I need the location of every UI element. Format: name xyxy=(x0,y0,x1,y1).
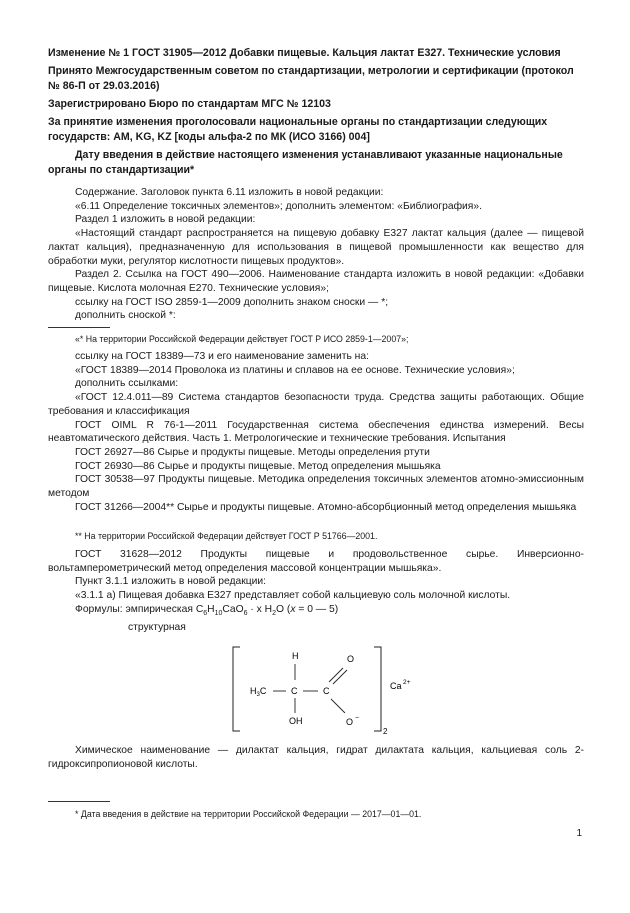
paragraph: Химическое наименование — дилактат кальция, гидрат дилактата кальция, кальциевая соль 2-гидроксипропионовой кислоты. xyxy=(48,745,584,770)
footnote-rule xyxy=(48,327,110,328)
paragraph: «Настоящий стандарт распространяется на пищевую добавку Е327 лактат кальция (далее — пищевой лактат кальция), предназначенную для использования в пищевой промышленности как вещество для обработки муки, регулятор кислотности пищевых продуктов». xyxy=(48,228,584,267)
paragraph: ГОСТ 26930—86 Сырье и продукты пищевые. Метод определения мышьяка xyxy=(75,460,441,472)
amendment-title: Изменение № 1 ГОСТ 31905—2012 Добавки пищевые. Кальция лактат Е327. Технические условия xyxy=(48,47,561,59)
paragraph: ссылку на ГОСТ 18389—73 и его наименование заменить на: xyxy=(75,351,369,362)
chemical-name-block xyxy=(48,744,584,771)
atom-c2: C xyxy=(323,686,330,696)
paragraph: ГОСТ 31266—2004** Сырье и продукты пищевые. Атомно-абсорбционный метод определения мышьяка xyxy=(75,501,577,513)
paragraph: дополнить ссылками: xyxy=(75,378,179,390)
footnote-effective-date: * Дата введения в действие на территории Российской Федерации — 2017—01—01. xyxy=(75,809,422,819)
document-header xyxy=(48,46,588,178)
paragraph: «ГОСТ 18389—2014 Проволока из платины и сплавов на ее основе. Технические условия»; xyxy=(75,364,515,376)
paragraph: дополнить сноской *: xyxy=(75,310,176,322)
paragraph: Раздел 1 изложить в новой редакции: xyxy=(75,214,256,226)
left-bracket xyxy=(233,647,240,731)
atom-o-top: O xyxy=(347,654,355,664)
empirical-formula: Формулы: эмпирическая $C_6H_{10}CaO_6 \cdot x$ $H_2O$ (x = 0 — 5) xyxy=(75,603,339,617)
atom-h3c: $H_3C$ xyxy=(250,686,267,698)
amendment-block-1 xyxy=(48,186,584,323)
amendment-block-2 xyxy=(48,350,584,514)
page-number: 1 xyxy=(576,828,582,839)
paragraph: ссылку на ГОСТ ISO 2859-1—2009 дополнить знаком сноски — *; xyxy=(75,296,389,308)
paragraph: Содержание. Заголовок пункта 6.11 изложить в новой редакции: xyxy=(75,187,384,198)
bracket-subscript: 2 xyxy=(383,727,388,736)
paragraph: «ГОСТ 12.4.011—89 Система стандартов безопасности труда. Средства защиты работающих. Общие требования и классификация xyxy=(48,392,584,417)
atom-c1: C xyxy=(291,686,298,696)
negative-charge: − xyxy=(355,715,360,722)
footnote-gost-r: ** На территории Российской Федерации действует ГОСТ Р 51766—2001. xyxy=(75,531,378,541)
calcium-charge: 2+ xyxy=(403,679,411,686)
paragraph: Раздел 2. Ссылка на ГОСТ 490—2006. Наименование стандарта изложить в новой редакции: «Добавки пищевые. Кислота молочная Е270. Технические условия»; xyxy=(48,269,584,294)
date-note: Дату введения в действие настоящего изменения устанавливают указанные национальные органы по стандартизации* xyxy=(48,149,563,176)
paragraph: Пункт 3.1.1 изложить в новой редакции: xyxy=(75,576,267,588)
structural-formula xyxy=(228,645,418,737)
amendment-block-3 xyxy=(48,548,584,634)
right-bracket xyxy=(374,647,381,731)
registered-line: Зарегистрировано Бюро по стандартам МГС № 12103 xyxy=(48,98,331,110)
paragraph: «6.11 Определение токсичных элементов»; дополнить элементом: «Библиография». xyxy=(75,200,482,212)
paragraph: ГОСТ OIML R 76-1—2011 Государственная система обеспечения единства измерений. Весы неавтоматического действия. Часть 1. Метрологические и технические требования. Испытания xyxy=(48,419,584,445)
footnote-rule xyxy=(48,801,110,802)
calcium-ion: Ca xyxy=(390,681,402,691)
paragraph: ГОСТ 30538—97 Продукты пищевые. Методика определения токсичных элементов атомно-эмиссионным методом xyxy=(48,474,584,500)
voted-line: За принятие изменения проголосовали национальные органы по стандартизации следующих государств: AM, KG, KZ [коды альфа-2 по МК (ИСО 3166) 004] xyxy=(48,116,548,143)
atom-o-minus: O xyxy=(346,717,354,727)
structural-label: структурная xyxy=(128,621,186,633)
paragraph: «3.1.1 а) Пищевая добавка Е327 представляет собой кальциевую соль молочной кислоты. xyxy=(75,590,511,602)
atom-h: H xyxy=(292,651,299,661)
paragraph: ГОСТ 26927—86 Сырье и продукты пищевые. Методы определения ртути xyxy=(75,446,430,458)
paragraph: ГОСТ 31628—2012 Продукты пищевые и продовольственное сырье. Инверсионно-вольтамперометрический метод определения массовой концентрации мышьяка». xyxy=(48,549,584,574)
adopted-line: Принято Межгосударственным советом по стандартизации, метрологии и сертификации (протокол № 86-П от 29.03.2016) xyxy=(48,65,574,92)
footnote-gost-iso: «* На территории Российской Федерации действует ГОСТ Р ИСО 2859-1—2007»; xyxy=(75,334,409,344)
atom-oh: OH xyxy=(289,716,303,726)
